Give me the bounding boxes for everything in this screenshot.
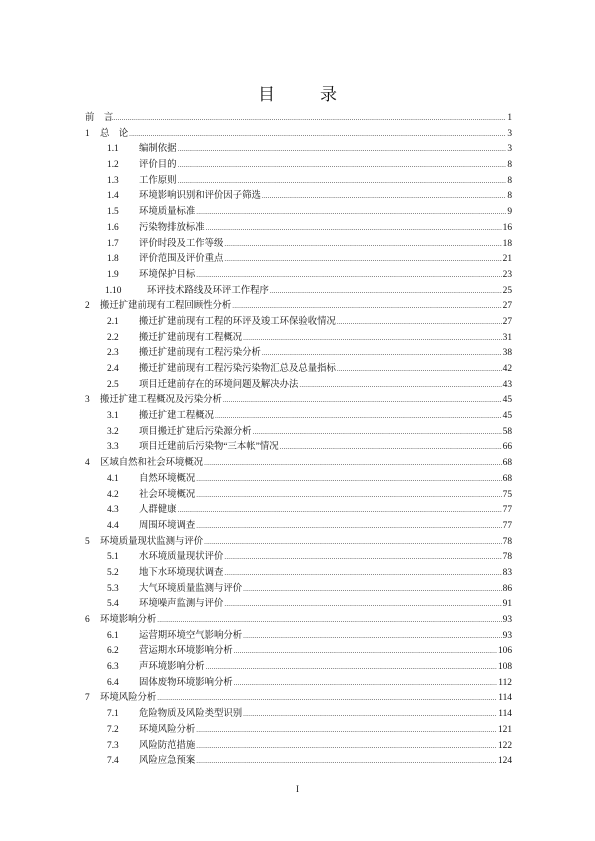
toc-entry[interactable]: [85, 472, 512, 488]
toc-entry-page: 112: [498, 677, 512, 688]
toc-entry-page: 122: [497, 740, 512, 751]
toc-entry-number: 2: [85, 301, 90, 312]
toc-entry-label: 项目迁建前后污染物“三本帐”情况: [139, 442, 279, 453]
dot-leader: [157, 691, 497, 707]
dot-leader: [178, 503, 502, 519]
toc-entry-number: 7: [85, 693, 90, 704]
page-number-footer: I: [296, 784, 299, 794]
dot-leader: [224, 550, 501, 566]
toc-entry-text: [139, 409, 512, 425]
toc-entry-page: 1: [507, 113, 512, 123]
toc-entry-number: 3: [85, 395, 90, 406]
toc-entry-page: 21: [502, 254, 512, 265]
toc-entry-label: 污染物排放标准: [139, 222, 205, 233]
toc-entry-number: 6.4: [107, 677, 119, 688]
toc-entry-label: 项目搬迁扩建后污染源分析: [139, 426, 252, 437]
dot-leader: [280, 440, 502, 456]
toc-entry-label: 风险防范措施: [139, 740, 196, 751]
toc-entry-number: 2.2: [107, 332, 119, 343]
toc-entry-page: 45: [502, 395, 512, 406]
toc-entry-label: 搬迁扩建前现有工程的环评及竣工环保验收情况: [139, 316, 336, 327]
toc-entry-page: 23: [502, 269, 512, 280]
toc-entry-label: 营运期水环境影响分析: [139, 646, 233, 657]
toc-entry-number: 1.2: [107, 160, 119, 171]
toc-entry-page: 42: [502, 364, 512, 374]
toc-entry-number: 2.5: [107, 379, 119, 390]
dot-leader: [196, 205, 506, 221]
toc-entry-label: 搬迁扩建前现有工程污染污染物汇总及总量指标: [139, 364, 336, 374]
toc-entry-text: [139, 378, 512, 394]
toc-entry-number: 1.7: [107, 238, 119, 249]
toc-entry-number: 4.2: [107, 489, 119, 500]
toc-entry-text: [139, 597, 512, 613]
dot-leader: [253, 425, 502, 441]
toc-entry-text: [100, 535, 512, 551]
toc-entry[interactable]: [85, 739, 512, 755]
toc-entry-text: [139, 676, 512, 692]
toc-entry[interactable]: [85, 660, 512, 676]
toc-entry-number: 1.10: [105, 285, 122, 296]
toc-entry-text: [139, 189, 512, 205]
toc-entry[interactable]: [85, 582, 512, 598]
toc-entry-label: 搬迁扩建前现有工程回顾性分析: [100, 301, 232, 312]
toc-entry[interactable]: [85, 425, 512, 441]
dot-leader: [178, 158, 507, 174]
toc-entry[interactable]: [85, 691, 512, 707]
toc-entry-page: 27: [502, 316, 512, 327]
dot-leader: [129, 127, 506, 143]
toc-entry-page: 43: [502, 379, 512, 390]
toc-entry[interactable]: [85, 111, 512, 127]
toc-entry-label: 环境保护目标: [139, 269, 196, 280]
toc-entry-number: 4.3: [107, 505, 119, 516]
dot-leader: [106, 111, 506, 127]
toc-entry-page: 86: [502, 583, 512, 594]
toc-entry[interactable]: [85, 409, 512, 425]
toc-entry-label: 环境影响识别和评价因子筛选: [139, 191, 261, 202]
toc-entry-text: [139, 315, 512, 331]
toc-entry-text: [139, 237, 512, 253]
dot-leader: [206, 221, 502, 237]
toc-entry[interactable]: [85, 252, 512, 268]
dot-leader: [262, 189, 506, 205]
toc-entry[interactable]: [85, 723, 512, 739]
toc-entry-page: 31: [502, 332, 512, 343]
dot-leader: [196, 472, 501, 488]
toc-entry-text: [105, 111, 512, 127]
toc-entry-text: [147, 284, 512, 300]
toc-entry-page: 8: [507, 175, 512, 186]
toc-entry-page: 16: [502, 222, 512, 233]
toc-entry-number: 7.1: [107, 709, 119, 720]
toc-entry-text: [139, 346, 512, 362]
dot-leader: [157, 613, 501, 629]
toc-entry-number: 5.3: [107, 583, 119, 594]
toc-entry-label: 项目迁建前存在的环境问题及解决办法: [139, 379, 299, 390]
toc-entry-page: 9: [507, 207, 512, 218]
toc-entry-page: 45: [502, 411, 512, 422]
toc-entry-page: 18: [502, 238, 512, 249]
toc-entry[interactable]: [85, 127, 512, 143]
toc-entry-page: 77: [502, 520, 512, 531]
toc-entry-text: [139, 503, 512, 519]
toc-entry-number: 1.5: [107, 207, 119, 218]
toc-entry-number: 1.8: [107, 254, 119, 265]
toc-entry-label: 搬迁扩建前现有工程污染分析: [139, 348, 261, 359]
toc-entry-label: 编制依据: [139, 144, 177, 155]
dot-leader: [196, 723, 497, 739]
toc-entry-text: [139, 142, 512, 158]
toc-entry-number: 6.2: [107, 646, 119, 657]
toc-entry-label: 环评技术路线及环评工作程序: [147, 285, 269, 296]
toc-entry[interactable]: [85, 362, 512, 378]
toc-entry[interactable]: [85, 597, 512, 613]
dot-leader: [204, 535, 501, 551]
toc-entry[interactable]: [85, 644, 512, 660]
toc-entry-page: 124: [497, 756, 512, 767]
toc-entry-number: 6: [85, 615, 90, 625]
toc-entry-text: [100, 456, 512, 472]
dot-leader: [224, 237, 501, 253]
dot-leader: [232, 299, 501, 315]
toc-entry-label: 搬迁扩建工程概况: [139, 411, 215, 422]
toc-entry-text: [139, 723, 512, 739]
toc-entry-label: 评价目的: [139, 160, 177, 171]
toc-entry[interactable]: [85, 456, 512, 472]
toc-entry-number: 3.3: [107, 442, 119, 453]
toc-entry-number: 4.4: [107, 520, 119, 531]
toc-entry-number: 6.3: [107, 662, 119, 673]
toc-entry-page: 68: [502, 458, 512, 469]
toc-entry[interactable]: [85, 488, 512, 504]
toc-entry-number: 1.4: [107, 191, 119, 202]
toc-entry-label: 固体废物环境影响分析: [139, 677, 233, 688]
toc-entry[interactable]: [85, 550, 512, 566]
toc-entry-label: 总 论: [100, 128, 129, 139]
toc-entry-text: [139, 331, 512, 347]
toc-entry[interactable]: [85, 142, 512, 158]
toc-entry-label: 风险应急预案: [139, 756, 196, 767]
toc-entry-text: [139, 550, 512, 566]
toc-entry-label: 环境质量现状监测与评价: [100, 536, 204, 547]
toc-entry-page: 114: [498, 709, 512, 720]
toc-entry-label: 声环境影响分析: [139, 662, 205, 673]
toc-entry-text: [139, 440, 512, 456]
toc-entry-number: 5.1: [107, 552, 119, 563]
toc-entry-page: 27: [502, 301, 512, 312]
toc-entry[interactable]: [85, 676, 512, 692]
toc-entry-label: 地下水环境现状调查: [139, 567, 224, 578]
toc-entry[interactable]: [85, 299, 512, 315]
toc-entry[interactable]: [85, 174, 512, 190]
toc-entry[interactable]: [85, 237, 512, 253]
toc-entry-page: 108: [497, 662, 512, 673]
toc-entry-page: 93: [502, 630, 512, 641]
dot-leader: [243, 629, 501, 645]
toc-entry[interactable]: [85, 566, 512, 582]
dot-leader: [243, 707, 497, 723]
toc-entry-number: 2.1: [107, 316, 119, 327]
toc-entry-text: [139, 252, 512, 268]
dot-leader: [178, 142, 507, 158]
toc-entry-label: 评价范围及评价重点: [139, 254, 224, 265]
toc-entry-page: 3: [507, 144, 512, 155]
toc-entry[interactable]: [85, 189, 512, 205]
dot-leader: [270, 284, 502, 300]
toc-entry-text: [139, 362, 512, 378]
toc-entry-page: 93: [502, 615, 512, 625]
toc-entry[interactable]: [85, 331, 512, 347]
toc-entry-number: 1.3: [107, 175, 119, 186]
dot-leader: [196, 754, 497, 770]
toc-entry[interactable]: [85, 519, 512, 535]
toc-entry-label: 搬迁扩建前现有工程概况: [139, 332, 243, 343]
toc-entry-number: 5: [85, 536, 90, 547]
toc-entry-text: [139, 707, 512, 723]
toc-entry-number: 1: [85, 128, 90, 139]
toc-entry-label: 周围环境调查: [139, 520, 196, 531]
toc-entry-label: 环境噪声监测与评价: [139, 599, 224, 610]
toc-entry[interactable]: [85, 613, 512, 629]
toc-entry-page: 3: [507, 128, 512, 139]
toc-entry-page: 68: [502, 473, 512, 484]
toc-entry-page: 75: [502, 489, 512, 500]
toc-entry-page: 91: [502, 599, 512, 610]
toc-entry-text: [139, 174, 512, 190]
toc-entry-number: 7.2: [107, 724, 119, 735]
dot-leader: [337, 315, 502, 331]
toc-entry-page: 8: [507, 191, 512, 202]
toc-entry[interactable]: [85, 284, 512, 300]
toc-entry[interactable]: [85, 754, 512, 770]
toc-entry-label: 环境质量标准: [139, 207, 196, 218]
toc-entry-label: 水环境质量现状评价: [139, 552, 224, 563]
toc-entry-page: 78: [502, 536, 512, 547]
toc-entry-number: 7.4: [107, 756, 119, 767]
toc-entry-text: [139, 425, 512, 441]
dot-leader: [337, 362, 502, 378]
toc-entry-page: 83: [502, 567, 512, 578]
toc-entry-label: 工作原则: [139, 175, 177, 186]
toc-entry-number: 4: [85, 458, 90, 469]
toc-entry-number: 5.4: [107, 599, 119, 610]
toc-entry[interactable]: [85, 158, 512, 174]
table-of-contents: [85, 111, 512, 770]
dot-leader: [196, 488, 501, 504]
toc-entry-text: [139, 582, 512, 598]
dot-leader: [243, 331, 501, 347]
toc-entry-number: 3.2: [107, 426, 119, 437]
toc-entry-text: [139, 629, 512, 645]
toc-entry-number: 4.1: [107, 473, 119, 484]
toc-entry-text: [100, 393, 512, 409]
toc-entry-page: 25: [502, 285, 512, 296]
toc-entry-text: [139, 472, 512, 488]
toc-entry-label: 社会环境概况: [139, 489, 196, 500]
dot-leader: [196, 519, 501, 535]
toc-entry-number: 1.9: [107, 269, 119, 280]
toc-entry[interactable]: [85, 315, 512, 331]
dot-leader: [206, 660, 497, 676]
toc-entry-label: 危险物质及风险类型识别: [139, 709, 243, 720]
toc-entry[interactable]: [85, 535, 512, 551]
dot-leader: [178, 174, 507, 190]
toc-entry-text: [139, 644, 512, 660]
toc-entry-number: 1.1: [107, 144, 119, 155]
toc-entry-page: 78: [502, 552, 512, 563]
toc-entry[interactable]: [85, 268, 512, 284]
toc-entry-label: 人群健康: [139, 505, 177, 516]
toc-entry-text: [139, 566, 512, 582]
toc-entry-number: 2.3: [107, 348, 119, 359]
toc-entry-number: 6.1: [107, 630, 119, 641]
toc-entry[interactable]: [85, 205, 512, 221]
dot-leader: [262, 346, 502, 362]
toc-entry-page: 8: [507, 160, 512, 171]
toc-entry-label: 自然环境概况: [139, 473, 196, 484]
toc-entry-text: [139, 158, 512, 174]
toc-entry[interactable]: [85, 707, 512, 723]
toc-entry-page: 106: [497, 646, 512, 657]
toc-entry-text: [139, 739, 512, 755]
toc-entry[interactable]: [85, 221, 512, 237]
toc-entry[interactable]: [85, 503, 512, 519]
toc-entry-label: 环境风险分析: [100, 693, 157, 704]
toc-entry-text: [100, 299, 512, 315]
toc-entry-page: 77: [502, 505, 512, 516]
toc-entry[interactable]: [85, 346, 512, 362]
dot-leader: [204, 456, 501, 472]
toc-entry-number: 2.4: [107, 364, 119, 374]
toc-entry-number: 5.2: [107, 567, 119, 578]
toc-entry-text: [100, 691, 512, 707]
toc-entry-label: 环境风险分析: [139, 724, 196, 735]
toc-entry-text: [100, 613, 512, 629]
dot-leader: [224, 597, 501, 613]
toc-entry-page: 114: [498, 693, 512, 704]
toc-entry-page: 66: [502, 442, 512, 453]
toc-entry-page: 58: [502, 426, 512, 437]
dot-leader: [196, 739, 497, 755]
toc-entry-text: [139, 754, 512, 770]
dot-leader: [299, 378, 501, 394]
toc-entry-label: 大气环境质量监测与评价: [139, 583, 243, 594]
toc-entry-text: [139, 488, 512, 504]
dot-leader: [196, 268, 501, 284]
toc-entry-page: 38: [502, 348, 512, 359]
toc-entry-text: [100, 127, 512, 143]
toc-entry-text: [139, 268, 512, 284]
toc-entry-text: [139, 205, 512, 221]
toc-entry-number: 7.3: [107, 740, 119, 751]
toc-entry[interactable]: [85, 629, 512, 645]
toc-entry-page: 121: [497, 724, 512, 735]
toc-entry[interactable]: [85, 378, 512, 394]
toc-entry-label: 区域自然和社会环境概况: [100, 458, 204, 469]
toc-entry-text: [139, 519, 512, 535]
toc-entry-text: [139, 221, 512, 237]
dot-leader: [243, 582, 501, 598]
dot-leader: [224, 566, 501, 582]
dot-leader: [234, 676, 498, 692]
dot-leader: [224, 252, 501, 268]
dot-leader: [234, 644, 497, 660]
toc-entry-label: 环境影响分析: [100, 615, 157, 625]
dot-leader: [215, 409, 502, 425]
toc-entry[interactable]: [85, 393, 512, 409]
toc-entry-label: 搬迁扩建工程概况及污染分析: [100, 395, 222, 406]
toc-entry-label: 运营期环境空气影响分析: [139, 630, 243, 641]
toc-entry-number: 前 言: [85, 113, 114, 123]
toc-entry[interactable]: [85, 440, 512, 456]
dot-leader: [223, 393, 502, 409]
toc-entry-number: 3.1: [107, 411, 119, 422]
toc-entry-number: 1.6: [107, 222, 119, 233]
toc-entry-label: 评价时段及工作等级: [139, 238, 224, 249]
toc-entry-text: [139, 660, 512, 676]
toc-title: 目 录: [258, 85, 351, 104]
